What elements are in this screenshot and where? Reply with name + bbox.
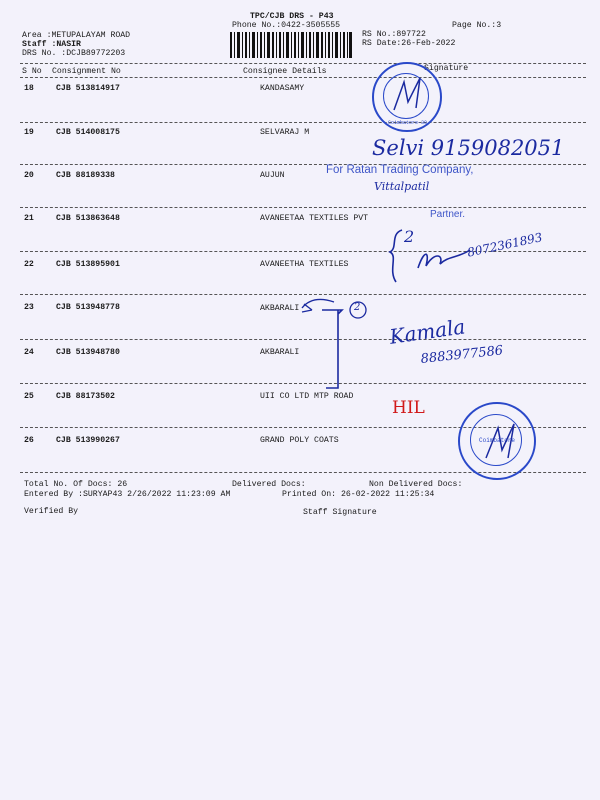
- staff-signature: Staff Signature: [303, 508, 377, 517]
- row-sno: 18: [24, 84, 34, 93]
- row-consignee: AKBARALI: [260, 348, 300, 357]
- phone-number: Phone No.:0422-3505555: [232, 21, 341, 30]
- document-title: TPC/CJB DRS - P43: [250, 12, 334, 21]
- col-sno: S No: [22, 67, 42, 76]
- kamala-phone: 8883977586: [420, 343, 504, 367]
- row-consignee: AVANEETAA TEXTILES PVT: [260, 214, 369, 223]
- row-consignment: CJB 513990267: [56, 436, 120, 445]
- row-consignment: CJB 513948780: [56, 348, 120, 357]
- row23-circled-number: 2: [354, 302, 361, 313]
- printed-on: Printed On: 26-02-2022 11:25:34: [282, 490, 435, 499]
- row-consignee: GRAND POLY COATS: [260, 436, 339, 445]
- row22-sign-number: 2: [404, 227, 415, 246]
- entered-by: Entered By :SURYAP43 2/26/2022 11:23:09 AM: [24, 490, 231, 499]
- ramani-motors-stamp: Coimbatore-30: [372, 62, 442, 132]
- ratan-partner-label: Partner.: [430, 209, 466, 220]
- ratan-trading-stamp: For Ratan Trading Company,: [326, 164, 474, 176]
- row-consignee: AKBARALI: [260, 304, 300, 313]
- row-sno: 24: [24, 348, 34, 357]
- row-sno: 26: [24, 436, 34, 445]
- non-delivered-docs: Non Delivered Docs:: [369, 480, 463, 489]
- area-label: Area :METUPALAYAM ROAD: [22, 31, 131, 40]
- row-consignment: CJB 514008175: [56, 128, 120, 137]
- row-sno: 25: [24, 392, 34, 401]
- row23-arrow-marks: [298, 294, 374, 400]
- handwritten-selvi-phone: Selvi 9159082051: [372, 136, 565, 160]
- row-sno: 21: [24, 214, 34, 223]
- row-consignment: CJB 88189338: [56, 171, 115, 180]
- row-consignment: CJB 513948778: [56, 303, 120, 312]
- row-divider: [20, 207, 586, 208]
- row-consignment: CJB 513863648: [56, 214, 120, 223]
- row22-signature: [414, 244, 474, 274]
- grand-polycoats-stamp: Coimbatore: [458, 402, 536, 480]
- row-divider: [20, 122, 586, 123]
- row-consignee: UII CO LTD MTP ROAD: [260, 392, 354, 401]
- row-sno: 23: [24, 303, 34, 312]
- barcode-image: [230, 32, 352, 58]
- ratan-signature: Vittalpatil: [374, 180, 430, 193]
- page-number: Page No.:3: [452, 21, 502, 30]
- rs-date: RS Date:26-Feb-2022: [362, 39, 456, 48]
- row-sno: 22: [24, 260, 34, 269]
- header-divider: [20, 63, 586, 64]
- row-sno: 20: [24, 171, 34, 180]
- verified-by: Verified By: [24, 507, 79, 516]
- col-consignment: Consignment No: [52, 67, 121, 76]
- drs-number: DRS No. :DCJB89772203: [22, 49, 126, 58]
- staff-label: Staff :NASIR: [22, 40, 81, 49]
- delivered-docs: Delivered Docs:: [232, 480, 306, 489]
- row-consignee: SELVARAJ M: [260, 128, 310, 137]
- row-consignee: AVANEETHA TEXTILES: [260, 260, 349, 269]
- row22-phone: 8072361893: [466, 230, 544, 260]
- rs-number: RS No.:897722: [362, 30, 426, 39]
- row-divider: [20, 164, 586, 165]
- row-consignment: CJB 513814917: [56, 84, 120, 93]
- row-consignment: CJB 513895901: [56, 260, 120, 269]
- col-consignee: Consignee Details: [243, 67, 327, 76]
- total-docs: Total No. Of Docs: 26: [24, 480, 128, 489]
- header-divider: [20, 77, 586, 78]
- hil-mark: HIL: [392, 398, 425, 418]
- row-consignee: KANDASAMY: [260, 84, 305, 93]
- row-sno: 19: [24, 128, 34, 137]
- handwritten-kamala: Kamala: [388, 314, 467, 349]
- col-signature: Signature: [424, 64, 469, 73]
- row-consignee: AUJUN: [260, 171, 285, 180]
- row-consignment: CJB 88173502: [56, 392, 115, 401]
